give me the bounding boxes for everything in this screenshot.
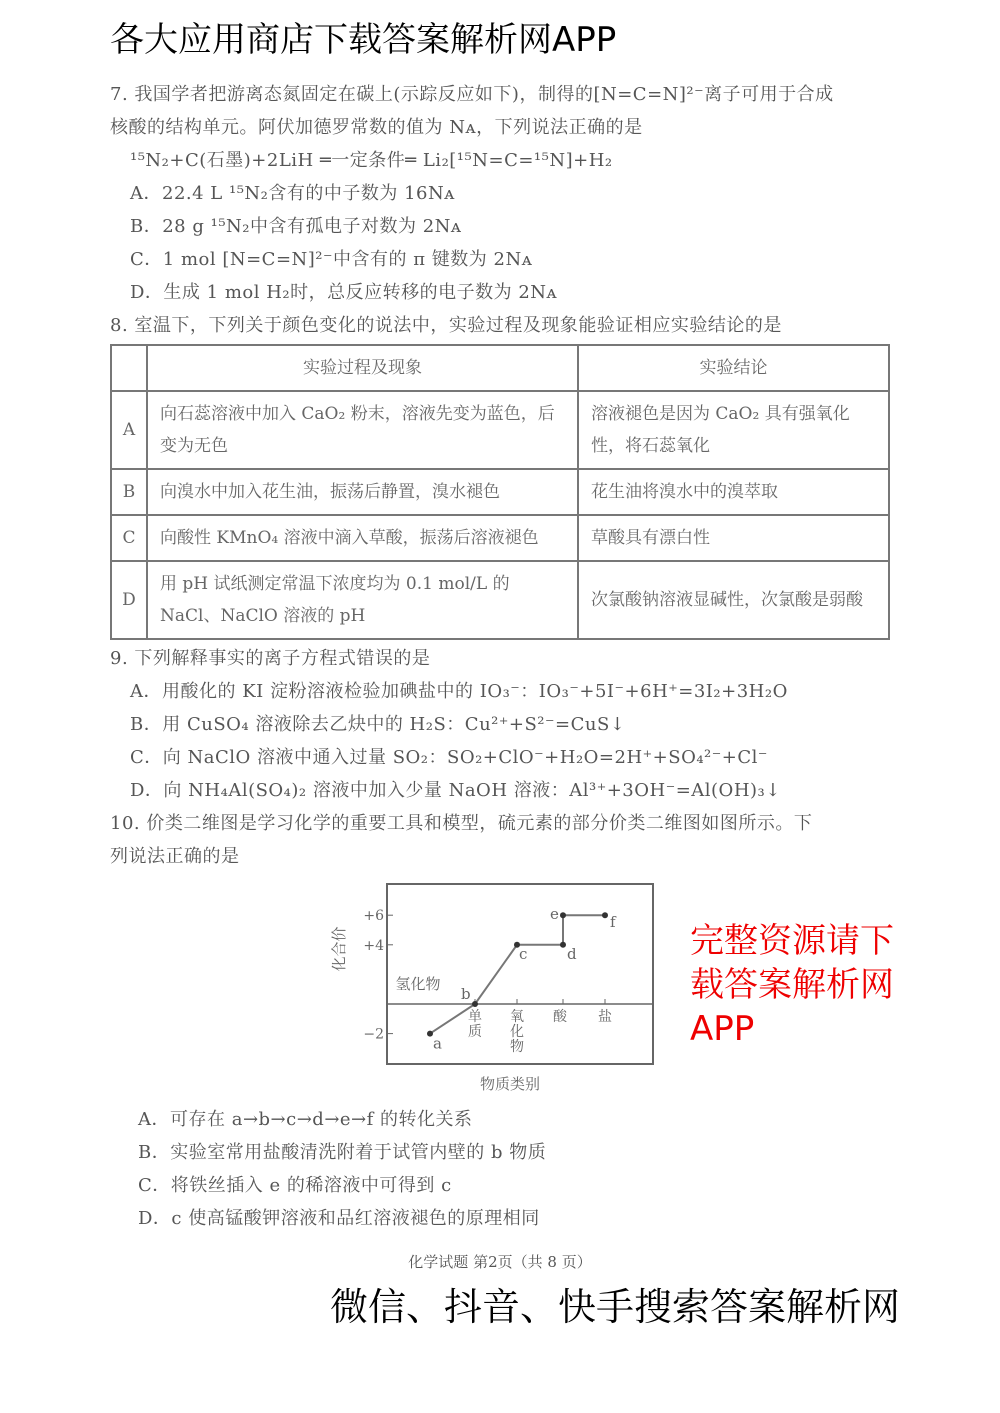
- point-b: [472, 1001, 478, 1007]
- y-tick-label: +4: [363, 937, 384, 954]
- point-label: b: [461, 985, 471, 1003]
- q10-option: A．可存在 a→b→c→d→e→f 的转化关系: [138, 1109, 473, 1130]
- x-category-label: 物: [510, 1039, 524, 1055]
- q10-option: D．c 使高锰酸钾溶液和品红溶液褪色的原理相同: [138, 1208, 540, 1229]
- q9-option: D．向 NH₄Al(SO₄)₂ 溶液中加入少量 NaOH 溶液：Al³⁺+3OH⁻=Al(OH)₃↓: [130, 780, 781, 801]
- page-footer: 化学试题 第2页（共 8 页）: [408, 1253, 592, 1271]
- x-category-label: 盐: [598, 1009, 612, 1025]
- point-d: [560, 942, 566, 948]
- point-label: a: [433, 1034, 442, 1053]
- q10-option: C．将铁丝插入 e 的稀溶液中可得到 c: [138, 1175, 452, 1196]
- x-category-label: 质: [468, 1024, 482, 1040]
- x-category-label: 化: [510, 1024, 524, 1040]
- q7-option: C．1 mol [N=C=N]²⁻中含有的 π 键数为 2Nᴀ: [130, 249, 533, 270]
- point-label: f: [610, 913, 616, 932]
- y-tick-label: +6: [363, 908, 384, 925]
- q9-option: C．向 NaClO 溶液中通入过量 SO₂：SO₂+ClO⁻+H₂O=2H⁺+SO₄²⁻+Cl⁻: [130, 747, 768, 768]
- table-row: C 向酸性 KMnO₄ 溶液中滴入草酸，振荡后溶液褪色 草酸具有漂白性: [111, 515, 889, 561]
- watermark: 各大应用商店下载答案解析网APP: [110, 20, 617, 60]
- valence-class-chart: [330, 879, 670, 1099]
- table-row: A 向石蕊溶液中加入 CaO₂ 粉末，溶液先变为蓝色，后变为无色 溶液褪色是因为 CaO₂ 具有强氧化性，将石蕊氧化: [111, 391, 889, 469]
- y-tick-label: −2: [363, 1026, 384, 1043]
- x-category-label: 氢化物: [395, 975, 441, 993]
- point-f: [602, 912, 608, 918]
- q10-stem: 10. 价类二维图是学习化学的重要工具和模型，硫元素的部分价类二维图如图所示。下: [110, 813, 813, 834]
- header-conclusion: 实验结论: [578, 345, 889, 391]
- x-category-label: 氧: [510, 1009, 524, 1025]
- table-row: D 用 pH 试纸测定常温下浓度均为 0.1 mol/L 的 NaCl、NaClO 溶液的 pH 次氯酸钠溶液显碱性，次氯酸是弱酸: [111, 561, 889, 639]
- table-header: [111, 345, 889, 391]
- y-axis-label: 化合价: [330, 926, 348, 972]
- x-axis-label: 物质类别: [479, 1075, 541, 1093]
- q9-option: B．用 CuSO₄ 溶液除去乙炔中的 H₂S：Cu²⁺+S²⁻=CuS↓: [130, 714, 626, 735]
- x-category-label: 单: [468, 1009, 482, 1025]
- q7-option: B．28 g ¹⁵N₂中含有孤电子对数为 2Nᴀ: [130, 216, 462, 237]
- header-process: 实验过程及现象: [147, 345, 578, 391]
- table-row: B 向溴水中加入花生油，振荡后静置，溴水褪色 花生油将溴水中的溴萃取: [111, 469, 889, 515]
- q7-option: D．生成 1 mol H₂时，总反应转移的电子数为 2Nᴀ: [130, 282, 558, 303]
- q10-stem: 列说法正确的是: [110, 846, 240, 867]
- q8-stem: 8. 室温下，下列关于颜色变化的说法中，实验过程及现象能验证相应实验结论的是: [110, 315, 782, 336]
- watermark: 完整资源请下载答案解析网APP: [690, 921, 894, 1049]
- q7-stem: 核酸的结构单元。阿伏加德罗常数的值为 Nᴀ，下列说法正确的是: [110, 117, 643, 138]
- point-label: e: [550, 905, 559, 924]
- q7-equation: ¹⁵N₂+C(石墨)+2LiH ═一定条件═ Li₂[¹⁵N=C=¹⁵N]+H₂: [130, 150, 613, 171]
- q7-stem: 7. 我国学者把游离态氮固定在碳上(示踪反应如下)，制得的[N=C=N]²⁻离子可用于合成: [110, 84, 834, 105]
- q7-option: A．22.4 L ¹⁵N₂含有的中子数为 16Nᴀ: [130, 183, 455, 204]
- point-label: d: [567, 944, 577, 963]
- q9-stem: 9. 下列解释事实的离子方程式错误的是: [110, 648, 431, 669]
- point-label: c: [519, 944, 528, 963]
- watermark: 微信、抖音、快手搜索答案解析网: [329, 1285, 900, 1329]
- point-e: [560, 912, 566, 918]
- x-category-label: 酸: [553, 1009, 567, 1025]
- q10-option: B．实验室常用盐酸清洗附着于试管内壁的 b 物质: [138, 1142, 547, 1163]
- q9-option: A．用酸化的 KI 淀粉溶液检验加碘盐中的 IO₃⁻：IO₃⁻+5I⁻+6H⁺=3I₂+3H₂O: [130, 681, 788, 702]
- q8-table: [110, 344, 890, 640]
